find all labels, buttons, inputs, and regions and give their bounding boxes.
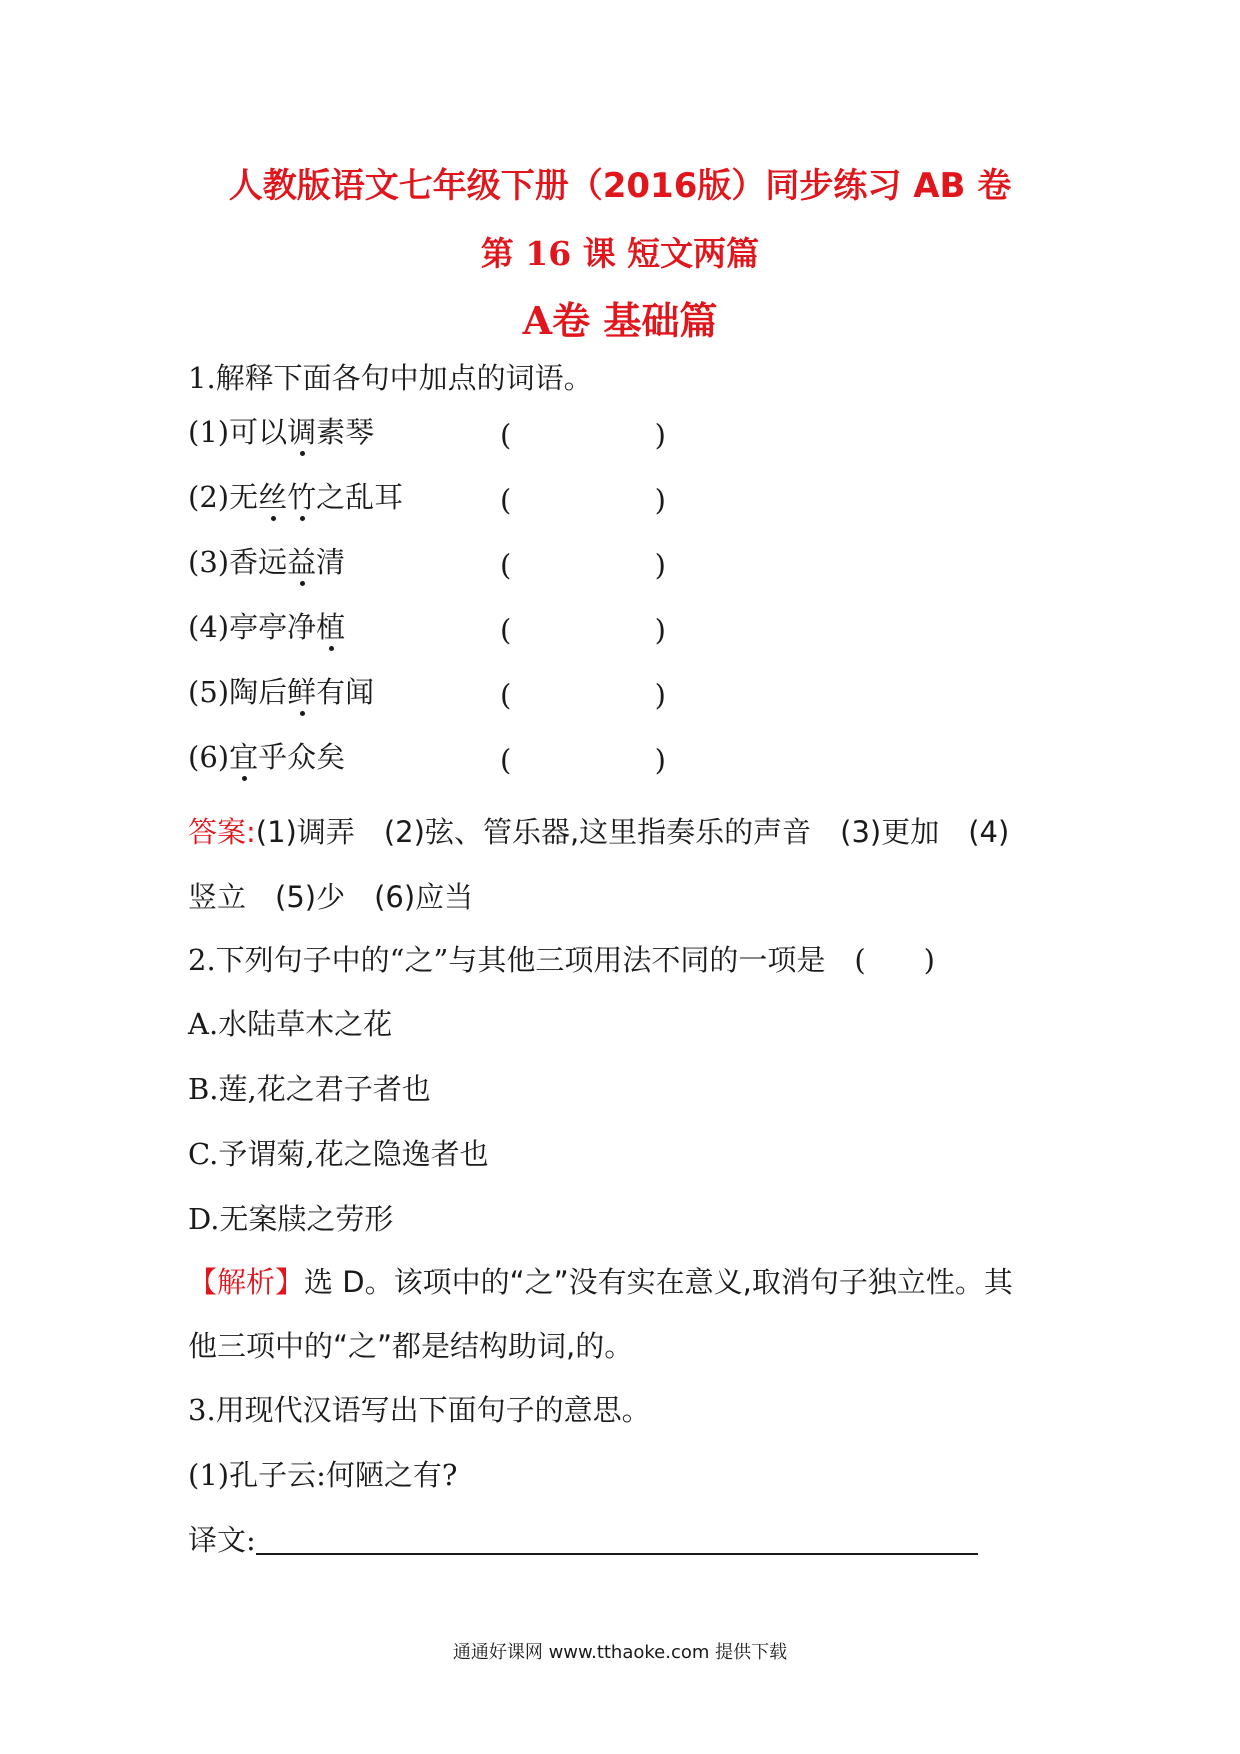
paren-open: (: [500, 418, 512, 452]
dotted-word: 调: [287, 415, 317, 449]
item-text: 亭亭净: [229, 610, 317, 644]
q3-item-1: (1)孔子云:何陋之有?: [188, 1458, 458, 1492]
lesson-title: 第 16 课 短文两篇: [480, 234, 760, 273]
q1-item-2: [188, 480, 404, 514]
dotted-word: 鲜: [287, 675, 317, 709]
answer-blank-5[interactable]: [500, 678, 666, 712]
worksheet-title: 人教版语文七年级下册（2016版）同步练习 AB 卷: [228, 166, 1012, 206]
answer-blank-1[interactable]: [500, 418, 666, 452]
q2-option-c: C.予谓菊,花之隐逸者也: [188, 1137, 489, 1171]
translation-row: [188, 1523, 978, 1557]
item-text: 素琴: [316, 415, 375, 449]
answer-text: (1)调弄 (2)弦、管乐器,这里指奏乐的声音 (3)更加 (4): [255, 815, 1010, 849]
translation-label: 译文:: [188, 1523, 256, 1557]
dotted-word: 宜: [229, 740, 259, 774]
answer-label: 答案:: [188, 815, 256, 849]
dotted-word: 益: [287, 545, 317, 579]
page-footer: 通通好课网 www.tthaoke.com 提供下载: [452, 1642, 788, 1663]
paren-open: (: [500, 743, 512, 777]
analysis-label: 【解析】: [188, 1265, 305, 1299]
paren-open: (: [500, 678, 512, 712]
answer-blank-3[interactable]: [500, 548, 666, 582]
translation-answer-line[interactable]: [256, 1527, 978, 1555]
dotted-word: 植: [316, 610, 346, 644]
q1-item-1: [188, 415, 375, 449]
q1-item-6: [188, 740, 346, 774]
q2-option-d: D.无案牍之劳形: [188, 1202, 394, 1236]
item-text: 陶后: [229, 675, 288, 709]
item-text: 乎众矣: [258, 740, 346, 774]
answer-blank-4[interactable]: [500, 613, 666, 647]
item-number: (3): [188, 545, 230, 579]
item-number: (5): [188, 675, 230, 709]
item-number: (1): [188, 415, 230, 449]
paren-close: ): [654, 483, 666, 517]
analysis-line-1: [188, 1265, 1013, 1299]
question-2-stem: 2.下列句子中的“之”与其他三项用法不同的一项是 ( ): [188, 943, 935, 977]
dotted-word: 竹: [287, 480, 317, 514]
paren-open: (: [500, 548, 512, 582]
answer-blank-6[interactable]: [500, 743, 666, 777]
q2-option-a: A.水陆草木之花: [188, 1007, 393, 1041]
item-text: 可以: [229, 415, 288, 449]
question-3-stem: 3.用现代汉语写出下面句子的意思。: [188, 1393, 651, 1427]
paren-close: ): [654, 678, 666, 712]
item-text: 无: [229, 480, 259, 514]
paren-close: ): [654, 548, 666, 582]
item-text: 清: [316, 545, 346, 579]
paren-close: ): [654, 613, 666, 647]
paren-close: ): [654, 418, 666, 452]
item-number: (2): [188, 480, 230, 514]
q1-item-4: [188, 610, 346, 644]
item-text: 香远: [229, 545, 288, 579]
item-number: (6): [188, 740, 230, 774]
q1-item-3: [188, 545, 346, 579]
section-title: A卷 基础篇: [522, 298, 718, 343]
analysis-text: 选 D。该项中的“之”没有实在意义,取消句子独立性。其: [304, 1265, 1013, 1299]
q2-option-b: B.莲,花之君子者也: [188, 1072, 431, 1106]
dotted-word: 丝: [258, 480, 288, 514]
answer-line-1: [188, 815, 1010, 849]
question-1-stem: 1.解释下面各句中加点的词语。: [188, 361, 593, 395]
q1-item-5: [188, 675, 375, 709]
item-text: 之乱耳: [316, 480, 404, 514]
paren-open: (: [500, 613, 512, 647]
paren-open: (: [500, 483, 512, 517]
answer-line-2: 竖立 (5)少 (6)应当: [188, 880, 474, 914]
analysis-line-2: 他三项中的“之”都是结构助词,的。: [188, 1329, 634, 1363]
item-text: 有闻: [316, 675, 375, 709]
answer-blank-2[interactable]: [500, 483, 666, 517]
item-number: (4): [188, 610, 230, 644]
paren-close: ): [654, 743, 666, 777]
